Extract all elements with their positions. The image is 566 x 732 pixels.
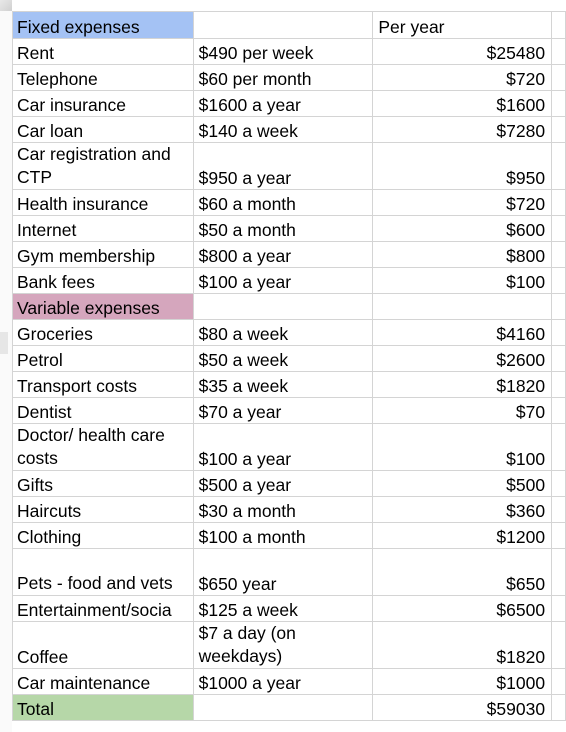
cell-item[interactable] <box>13 549 194 596</box>
cell-amount[interactable]: $1000 a year <box>193 669 373 695</box>
cell-item[interactable]: Internet <box>13 216 194 242</box>
cell-amount[interactable]: $800 a year <box>193 242 373 268</box>
table-row <box>13 669 566 695</box>
cell-amount[interactable]: $140 a week <box>193 117 373 143</box>
cell-item[interactable]: Coffee <box>13 622 194 669</box>
cell-item[interactable]: Gym membership <box>13 242 194 268</box>
cell-per-year[interactable]: $100 <box>373 424 552 471</box>
cell-amount[interactable]: $80 a week <box>193 320 373 346</box>
cell-amount[interactable]: $125 a week <box>193 596 373 622</box>
table-row <box>13 190 566 216</box>
cell-item[interactable]: Car maintenance <box>13 669 194 695</box>
table-row <box>13 242 566 268</box>
cell-empty[interactable] <box>552 346 566 372</box>
cell-amount[interactable]: $60 per month <box>193 65 373 91</box>
cell-total-label[interactable]: Total <box>13 695 194 721</box>
cell-empty[interactable] <box>193 294 373 320</box>
cell-item[interactable]: Groceries <box>13 320 194 346</box>
cell-empty[interactable] <box>552 190 566 216</box>
cell-item-text: Doctor/ health care costs <box>17 425 165 468</box>
cell-item[interactable]: Rent <box>13 39 194 65</box>
table-row <box>13 216 566 242</box>
cell-per-year[interactable]: $4160 <box>373 320 552 346</box>
section-row <box>13 294 566 320</box>
cell-variable-expenses-header[interactable]: Variable expenses <box>13 294 194 320</box>
table-row <box>13 622 566 669</box>
row-header-strip <box>0 11 12 732</box>
cell-empty[interactable] <box>552 622 566 669</box>
cell-empty[interactable] <box>552 91 566 117</box>
cell-item[interactable]: Bank fees <box>13 268 194 294</box>
cell-item[interactable]: Gifts <box>13 471 194 497</box>
cell-per-year[interactable]: $800 <box>373 242 552 268</box>
cell-per-year[interactable]: $650 <box>373 549 552 596</box>
cell-per-year[interactable]: $720 <box>373 65 552 91</box>
cell-amount[interactable]: $30 a month <box>193 497 373 523</box>
cell-item[interactable]: Entertainment/socia <box>13 596 194 622</box>
cell-item[interactable]: Clothing <box>13 523 194 549</box>
cell-per-year[interactable]: $1000 <box>373 669 552 695</box>
cell-empty[interactable] <box>552 294 566 320</box>
cell-item[interactable]: Dentist <box>13 398 194 424</box>
cell-per-year[interactable]: $6500 <box>373 596 552 622</box>
cell-empty[interactable] <box>552 549 566 596</box>
table-row <box>13 497 566 523</box>
cell-item[interactable] <box>13 424 194 471</box>
cell-empty[interactable] <box>552 12 566 39</box>
cell-empty[interactable] <box>552 523 566 549</box>
row-header-marker <box>0 332 8 354</box>
cell-empty[interactable] <box>552 65 566 91</box>
table-row <box>13 268 566 294</box>
cell-empty[interactable] <box>552 695 566 721</box>
cell-per-year[interactable]: $600 <box>373 216 552 242</box>
budget-table <box>12 11 566 721</box>
cell-item[interactable] <box>13 143 194 190</box>
cell-amount[interactable]: $950 a year <box>193 143 373 190</box>
cell-item[interactable]: Transport costs <box>13 372 194 398</box>
table-row <box>13 91 566 117</box>
table-row <box>13 398 566 424</box>
table-row <box>13 346 566 372</box>
table-row <box>13 471 566 497</box>
cell-empty[interactable] <box>552 242 566 268</box>
cell-amount[interactable]: $70 a year <box>193 398 373 424</box>
cell-amount[interactable]: $100 a year <box>193 424 373 471</box>
table-row <box>13 39 566 65</box>
cell-per-year[interactable]: $950 <box>373 143 552 190</box>
cell-empty[interactable] <box>552 216 566 242</box>
cell-empty[interactable] <box>373 294 552 320</box>
cell-per-year-header[interactable]: Per year <box>373 12 552 39</box>
table-row <box>13 143 566 190</box>
table-row <box>13 424 566 471</box>
cell-per-year[interactable]: $500 <box>373 471 552 497</box>
cell-per-year[interactable]: $2600 <box>373 346 552 372</box>
table-row <box>13 523 566 549</box>
cell-per-year[interactable]: $1820 <box>373 622 552 669</box>
select-all-corner[interactable] <box>0 0 12 11</box>
cell-item[interactable]: Health insurance <box>13 190 194 216</box>
table-row <box>13 549 566 596</box>
cell-amount[interactable]: $50 a month <box>193 216 373 242</box>
cell-per-year[interactable]: $1820 <box>373 372 552 398</box>
cell-item[interactable]: Petrol <box>13 346 194 372</box>
cell-empty[interactable] <box>552 143 566 190</box>
cell-empty[interactable] <box>552 471 566 497</box>
cell-empty[interactable] <box>552 398 566 424</box>
cell-per-year[interactable]: $70 <box>373 398 552 424</box>
cell-amount[interactable]: $100 a month <box>193 523 373 549</box>
cell-amount[interactable]: $490 per week <box>193 39 373 65</box>
cell-per-year[interactable]: $7280 <box>373 117 552 143</box>
cell-empty[interactable] <box>552 497 566 523</box>
cell-empty[interactable] <box>552 424 566 471</box>
cell-empty[interactable] <box>552 372 566 398</box>
cell-item[interactable]: Haircuts <box>13 497 194 523</box>
cell-fixed-expenses-header[interactable]: Fixed expenses <box>13 12 194 39</box>
cell-item[interactable]: Car loan <box>13 117 194 143</box>
cell-total-value[interactable]: $59030 <box>373 695 552 721</box>
cell-amount[interactable]: $35 a week <box>193 372 373 398</box>
cell-per-year[interactable]: $1200 <box>373 523 552 549</box>
cell-per-year[interactable]: $360 <box>373 497 552 523</box>
cell-empty[interactable] <box>193 695 373 721</box>
cell-empty[interactable] <box>552 596 566 622</box>
cell-empty[interactable] <box>552 669 566 695</box>
table-row <box>13 117 566 143</box>
cell-empty[interactable] <box>552 39 566 65</box>
table-row <box>13 320 566 346</box>
cell-amount[interactable]: $100 a year <box>193 268 373 294</box>
cell-item[interactable]: Telephone <box>13 65 194 91</box>
cell-amount[interactable]: $500 a year <box>193 471 373 497</box>
cell-per-year[interactable]: $100 <box>373 268 552 294</box>
cell-per-year[interactable]: $1600 <box>373 91 552 117</box>
cell-amount[interactable]: $60 a month <box>193 190 373 216</box>
cell-empty[interactable] <box>552 268 566 294</box>
header-row <box>13 12 566 39</box>
total-row <box>13 695 566 721</box>
table-row <box>13 372 566 398</box>
cell-empty[interactable] <box>552 117 566 143</box>
cell-amount[interactable]: $50 a week <box>193 346 373 372</box>
table-row <box>13 65 566 91</box>
cell-amount[interactable]: $1600 a year <box>193 91 373 117</box>
cell-amount[interactable] <box>193 622 373 669</box>
cell-per-year[interactable]: $720 <box>373 190 552 216</box>
cell-item[interactable]: Car insurance <box>13 91 194 117</box>
cell-per-year[interactable]: $25480 <box>373 39 552 65</box>
cell-amount[interactable]: $650 year <box>193 549 373 596</box>
cell-amount-text: $7 a day (on weekdays) <box>198 623 296 666</box>
cell-empty[interactable] <box>552 320 566 346</box>
cell-item-text: Car registration and CTP <box>17 144 171 187</box>
cell-empty[interactable] <box>193 12 373 39</box>
table-row <box>13 596 566 622</box>
cell-item-text: Pets - food and vets <box>17 573 173 593</box>
